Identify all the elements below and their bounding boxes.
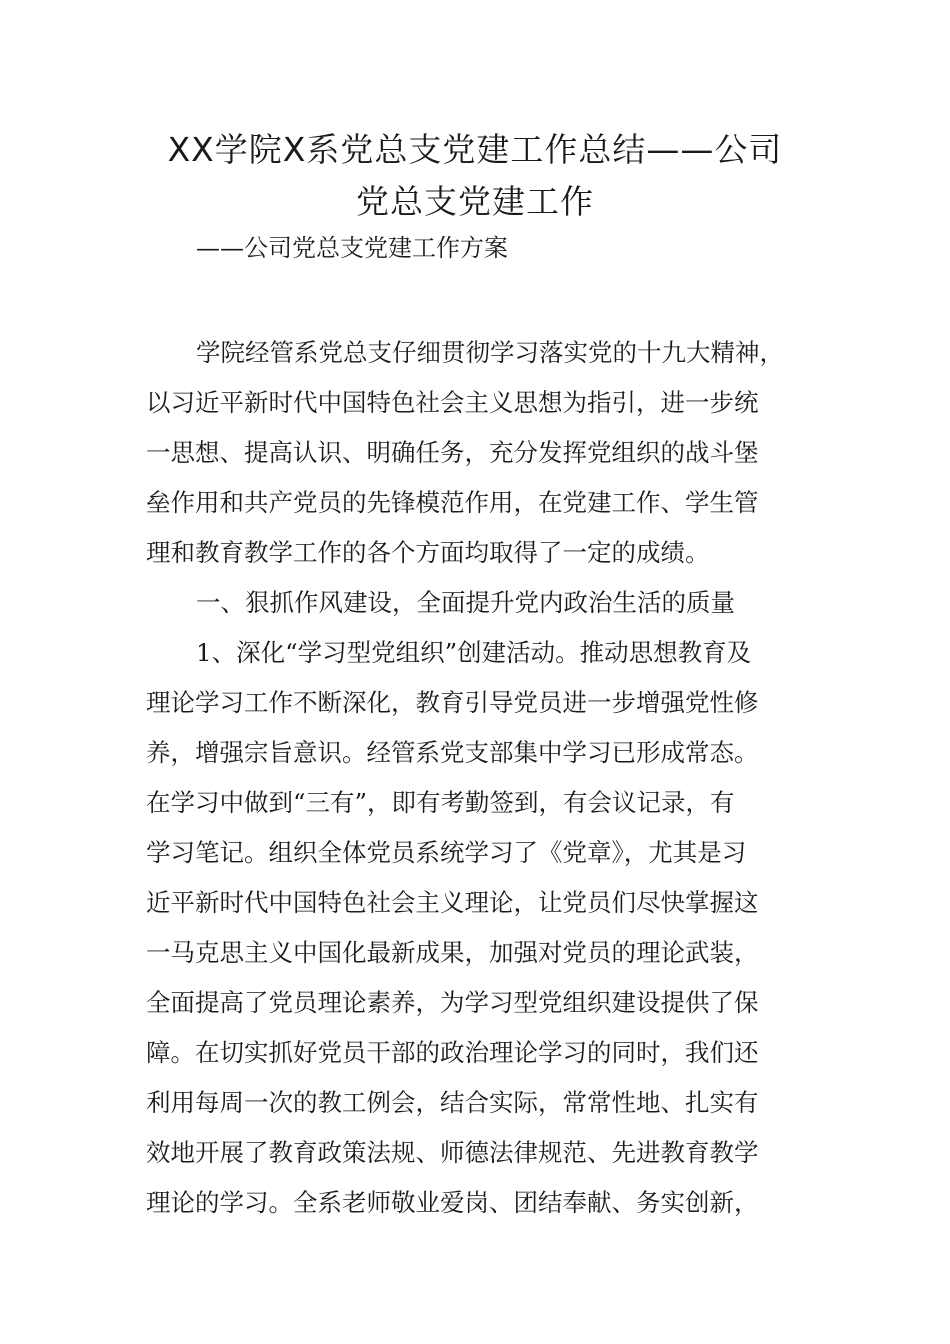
body-line: 学习笔记。组织全体党员系统学习了《党章》，尤其是习 [146,838,747,867]
body-line: 理和教育教学工作的各个方面均取得了一定的成绩。 [146,538,710,567]
body-line: 利用每周一次的教工例会，结合实际，常常性地、扎实有 [146,1088,759,1117]
body-line: 理论的学习。全系老师敬业爱岗、团结奉献、务实创新， [146,1188,759,1217]
document-body [146,328,810,1228]
body-line: 1、深化“学习型党组织”创建活动。推动思想教育及 [196,638,752,667]
document-subtitle: ——公司党总支党建工作方案 [196,234,508,262]
title-line-1: XX学院X系党总支党建工作总结——公司 [167,130,783,169]
document-title [100,124,850,228]
body-line: 全面提高了党员理论素养，为学习型党组织建设提供了保 [146,988,759,1017]
body-line: 一思想、提高认识、明确任务，充分发挥党组织的战斗堡 [146,438,759,467]
body-line: 以习近平新时代中国特色社会主义思想为指引，进一步统 [146,388,759,417]
body-line: 垒作用和共产党员的先锋模范作用，在党建工作、学生管 [146,488,759,517]
title-line-2: 党总支党建工作 [356,182,594,221]
body-line: 养，增强宗旨意识。经管系党支部集中学习已形成常态。 [146,738,759,767]
section-heading: 一、狠抓作风建设，全面提升党内政治生活的质量 [196,588,735,617]
body-line: 在学习中做到“三有”，即有考勤签到，有会议记录，有 [146,788,735,817]
body-line: 一马克思主义中国化最新成果，加强对党员的理论武装， [146,938,759,967]
body-line: 近平新时代中国特色社会主义理论，让党员们尽快掌握这 [146,888,759,917]
body-line: 理论学习工作不断深化，教育引导党员进一步增强党性修 [146,688,759,717]
body-line: 学院经管系党总支仔细贯彻学习落实党的十九大精神， [196,338,784,367]
body-line: 障。在切实抓好党员干部的政治理论学习的同时，我们还 [146,1038,759,1067]
body-line: 效地开展了教育政策法规、师德法律规范、先进教育教学 [146,1138,759,1167]
